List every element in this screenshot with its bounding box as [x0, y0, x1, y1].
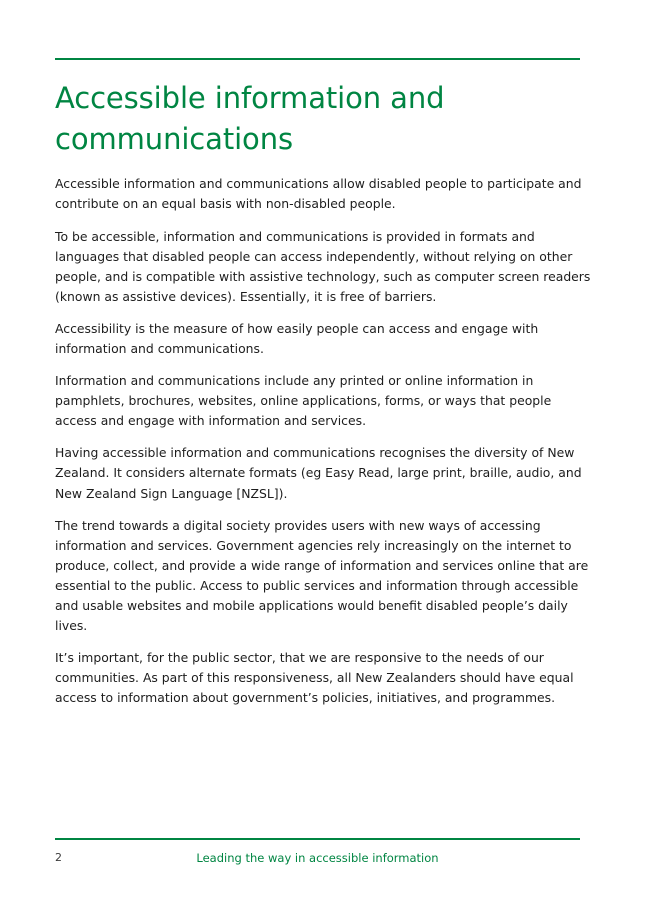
footer-text: Leading the way in accessible information [196, 851, 439, 865]
footer-divider [55, 838, 580, 840]
body-paragraph: Accessible information and communications allow disabled people to participate and contribute on an equal basis with non-disabled people. [55, 176, 582, 212]
body-paragraph: Having accessible information and communications recognises the diversity of New Zealand. It considers alternate formats (eg Easy Read, large print, braille, audio, and New Zealand Sign Language [NZSL]). [55, 445, 582, 501]
body-paragraph: Accessibility is the measure of how easily people can access and engage with information and communications. [55, 320, 539, 356]
body-paragraph: The trend towards a digital society provides users with new ways of accessing information and services. Government agencies rely increasingly on the internet to produce, collect, and provide a wide range of information and services online that are essential to the public. Access to public services and information through accessible and usable websites and mobile applications would benefit disabled people’s daily lives. [55, 517, 589, 634]
page-number: 2 [55, 851, 62, 864]
document-content [55, 78, 595, 721]
header-divider [55, 58, 580, 60]
body-paragraph: It’s important, for the public sector, that we are responsive to the needs of our communities. As part of this responsiveness, all New Zealanders should have equal access to information about government’s policies, initiatives, and programmes. [55, 650, 574, 706]
body-paragraph: Information and communications include any printed or online information in pamphlets, brochures, websites, online applications, forms, or ways that people access and engage with information and services. [55, 373, 552, 429]
body-paragraph: To be accessible, information and communications is provided in formats and languages that disabled people can access independently, without relying on other people, and is compatible with assistive technology, such as computer screen readers (known as assistive devices). Essentially, it is free of barriers. [55, 228, 591, 304]
page-title: Accessible information and communications [55, 81, 445, 157]
